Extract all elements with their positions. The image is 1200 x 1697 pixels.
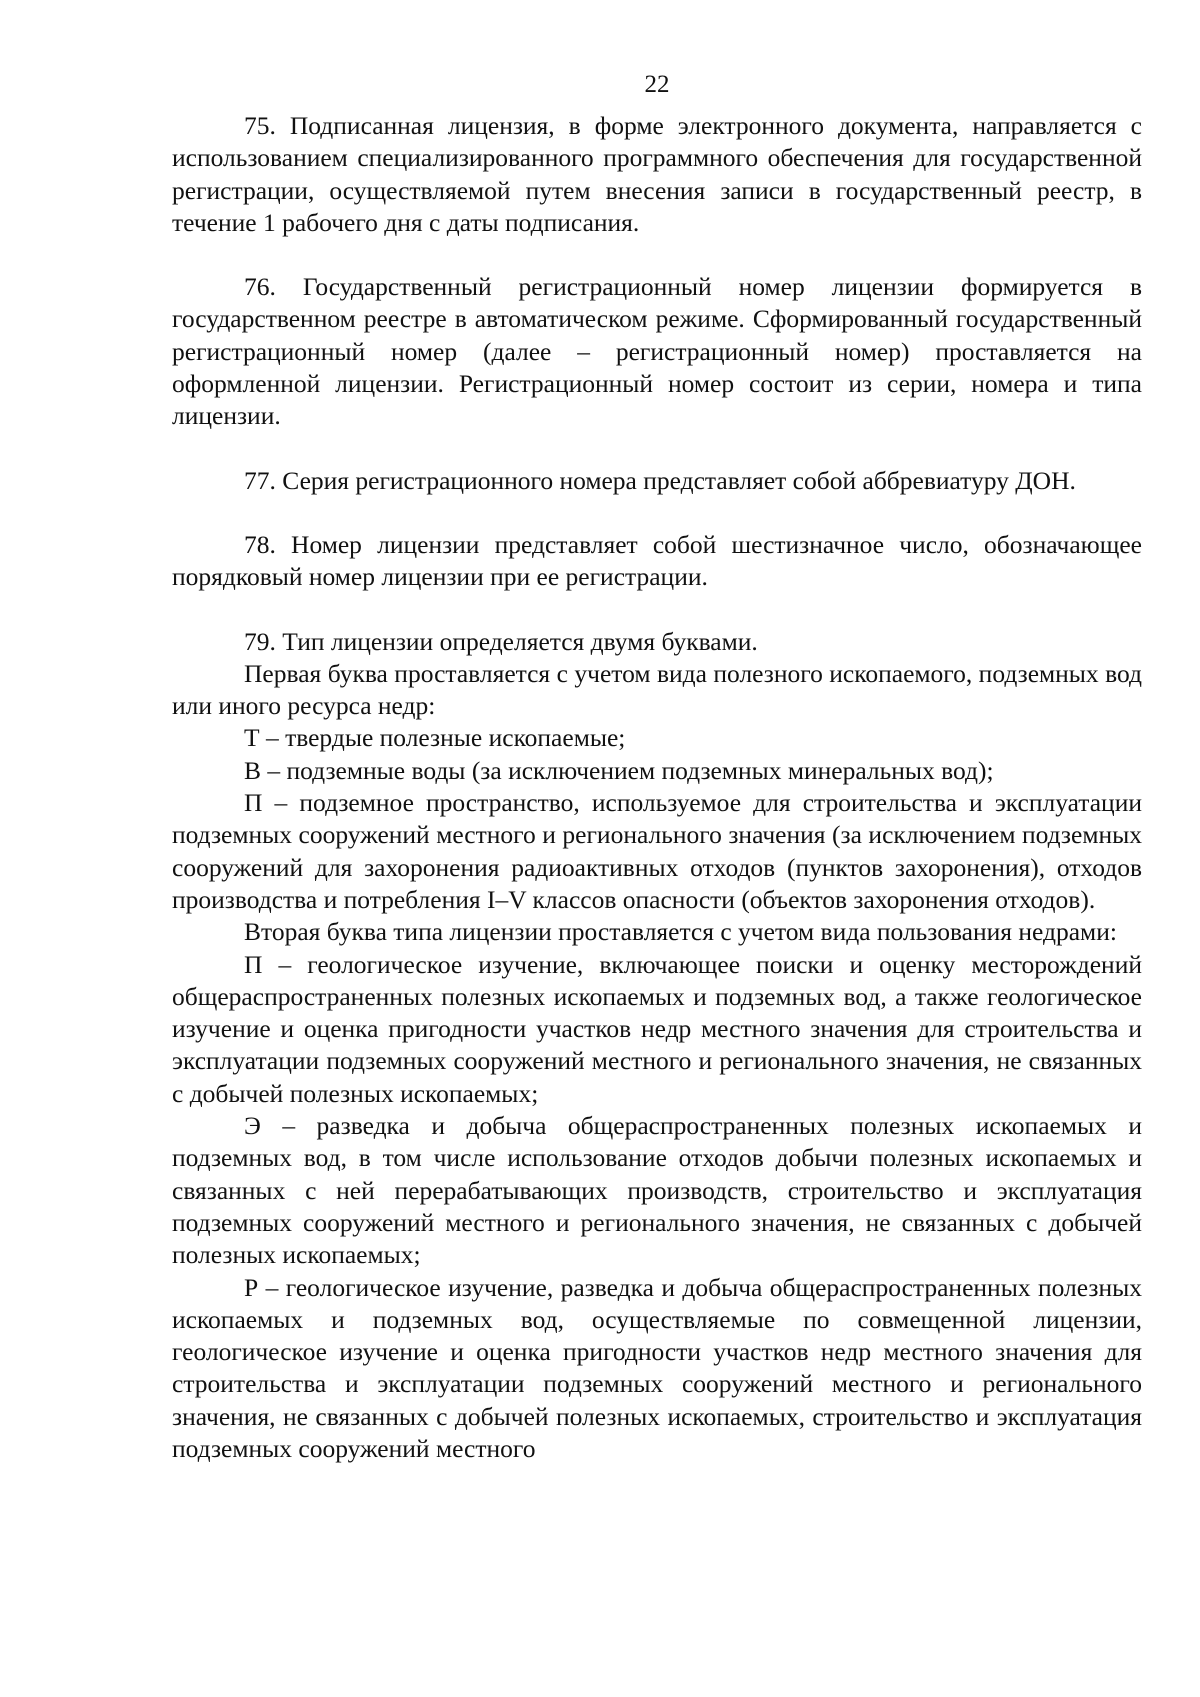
paragraph-gap bbox=[172, 433, 1142, 465]
paragraph-second-letter-intro: Вторая буква типа лицензии проставляется с учетом вида пользования недрами: bbox=[244, 917, 1117, 947]
list-item-letter-p-study: П – геологическое изучение, включающее поиски и оценку месторождений общераспространенных полезных ископаемых и подземных вод, а также геологическое изучение и оценка пригодности участков недр местного значения для строительства и эксплуатации подземных сооружений местного и регионального значения, не связанных с добычей полезных ископаемых; bbox=[172, 949, 1142, 1108]
list-item-letter-v: В – подземные воды (за исключением подземных минеральных вод); bbox=[244, 755, 994, 785]
document-page bbox=[172, 70, 1142, 1465]
paragraph-gap bbox=[172, 594, 1142, 626]
paragraph-78: 78. Номер лицензии представляет собой шестизначное число, обозначающее порядковый номер лицензии при ее регистрации. bbox=[172, 529, 1142, 592]
paragraph-79-intro: 79. Тип лицензии определяется двумя буквами. bbox=[244, 626, 758, 656]
list-item-letter-t: Т – твердые полезные ископаемые; bbox=[244, 723, 626, 753]
list-item-letter-r: Р – геологическое изучение, разведка и добыча общераспространенных полезных ископаемых и подземных вод, осуществляемые по совмещенной лицензии, геологическое изучение и оценка пригодности участков недр местного значения для строительства и эксплуатации подземных сооружений местного и регионального значения, не связанных с добычей полезных ископаемых, строительство и эксплуатация подземных сооружений местного bbox=[172, 1272, 1142, 1463]
list-item-letter-e: Э – разведка и добыча общераспространенных полезных ископаемых и подземных вод, в том числе использование отходов добычи полезных ископаемых и связанных с ней перерабатывающих производств, строительство и эксплуатация подземных сооружений местного и регионального значения, не связанных с добычей полезных ископаемых; bbox=[172, 1111, 1142, 1270]
paragraph-76: 76. Государственный регистрационный номер лицензии формируется в государственном реестре в автоматическом режиме. Сформированный государственный регистрационный номер (далее – регистрационный номер) проставляется на оформленной лицензии. Регистрационный номер состоит из серии, номера и типа лицензии. bbox=[172, 272, 1142, 431]
section-78 bbox=[172, 529, 1142, 594]
page-number: 22 bbox=[644, 71, 670, 98]
paragraph-75: 75. Подписанная лицензия, в форме электронного документа, направляется с использованием специализированного программного обеспечения для государственной регистрации, осуществляемой путем внесения записи в государственный реестр, в течение 1 рабочего дня с даты подписания. bbox=[172, 111, 1142, 237]
paragraph-gap bbox=[172, 239, 1142, 271]
section-77 bbox=[172, 465, 1142, 497]
section-76 bbox=[172, 271, 1142, 432]
section-79 bbox=[172, 626, 1142, 1466]
paragraph-first-letter-intro: Первая буква проставляется с учетом вида полезного ископаемого, подземных вод или иного ресурса недр: bbox=[172, 658, 1142, 721]
paragraph-gap bbox=[172, 497, 1142, 529]
list-item-letter-p-space: П – подземное пространство, используемое для строительства и эксплуатации подземных сооружений местного и регионального значения (за исключением подземных сооружений для захоронения радиоактивных отходов (пунктов захоронения), отходов производства и потребления I–V классов опасности (объектов захоронения отходов). bbox=[172, 788, 1142, 914]
paragraph-77: 77. Серия регистрационного номера представляет собой аббревиатуру ДОН. bbox=[244, 465, 1076, 495]
section-75 bbox=[172, 110, 1142, 239]
